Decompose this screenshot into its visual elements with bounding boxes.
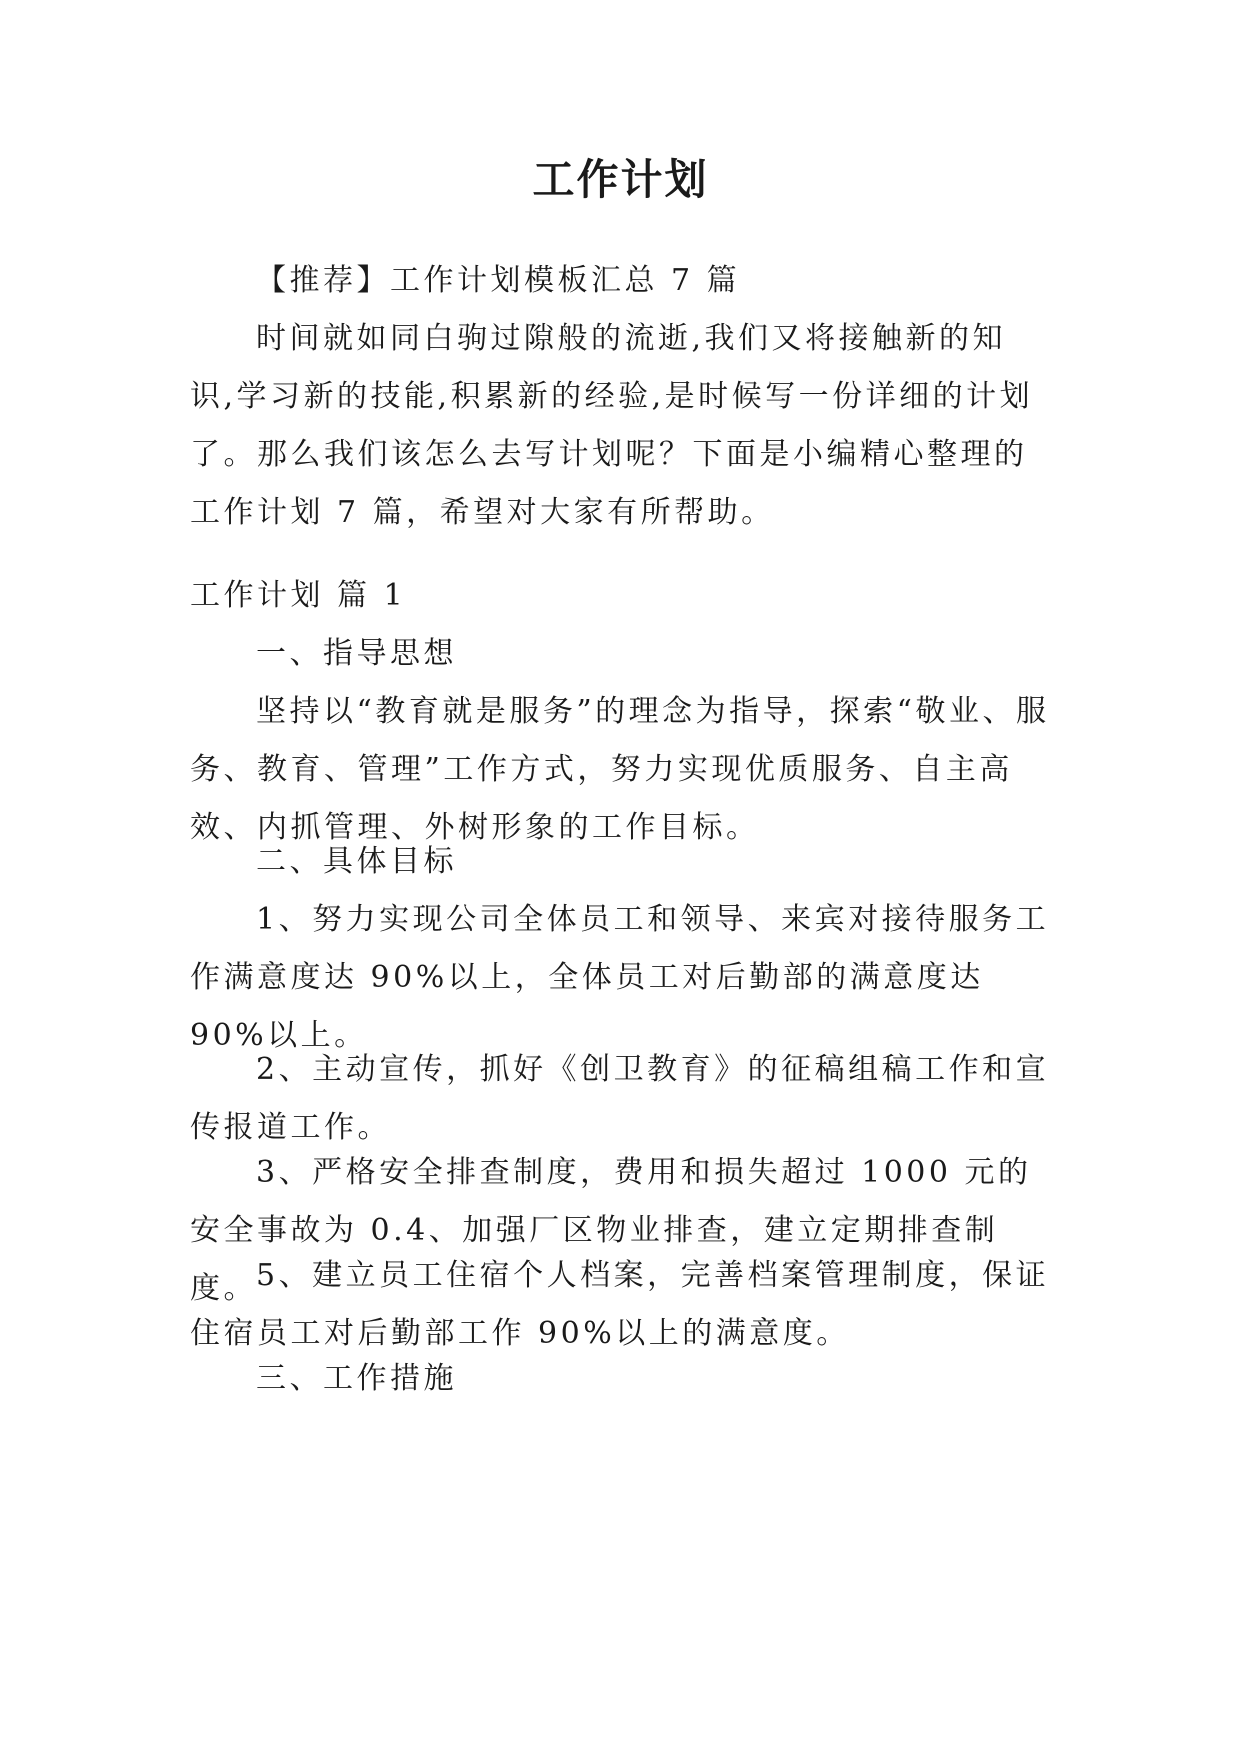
- guiding-heading: 一、指导思想: [256, 636, 457, 671]
- goal-item-2: 2、主动宣传，抓好《创卫教育》的征稿组稿工作和宣传报道工作。: [190, 1052, 1050, 1145]
- goals-heading: 二、具体目标: [256, 844, 457, 879]
- intro-recommend-line: 【推荐】工作计划模板汇总 7 篇: [256, 263, 741, 298]
- goal-item-5: 5、建立员工住宿个人档案，完善档案管理制度，保证住宿员工对后勤部工作 90%以上的满意度。: [190, 1258, 1050, 1351]
- goal-item-3: 3、严格安全排查制度，费用和损失超过 1000 元的安全事故为 0.4、加强厂区物业排查，建立定期排查制度。: [190, 1155, 1032, 1306]
- intro-paragraph: 时间就如同白驹过隙般的流逝,我们又将接触新的知识,学习新的技能,积累新的经验,是时候写一份详细的计划了。那么我们该怎么去写计划呢？下面是小编精心整理的工作计划 7 篇，希望对大家有所帮助。: [190, 321, 1034, 530]
- page-title: 工作计划: [532, 155, 709, 204]
- guiding-paragraph: 坚持以“教育就是服务”的理念为指导，探索“敬业、服务、教育、管理”工作方式，努力实现优质服务、自主高效、内抓管理、外树形象的工作目标。: [190, 694, 1050, 845]
- section-heading: 工作计划 篇 1: [190, 578, 407, 613]
- measures-heading: 三、工作措施: [256, 1361, 457, 1396]
- goal-item-1: 1、努力实现公司全体员工和领导、来宾对接待服务工作满意度达 90%以上，全体员工对后勤部的满意度达 90%以上。: [190, 902, 1050, 1053]
